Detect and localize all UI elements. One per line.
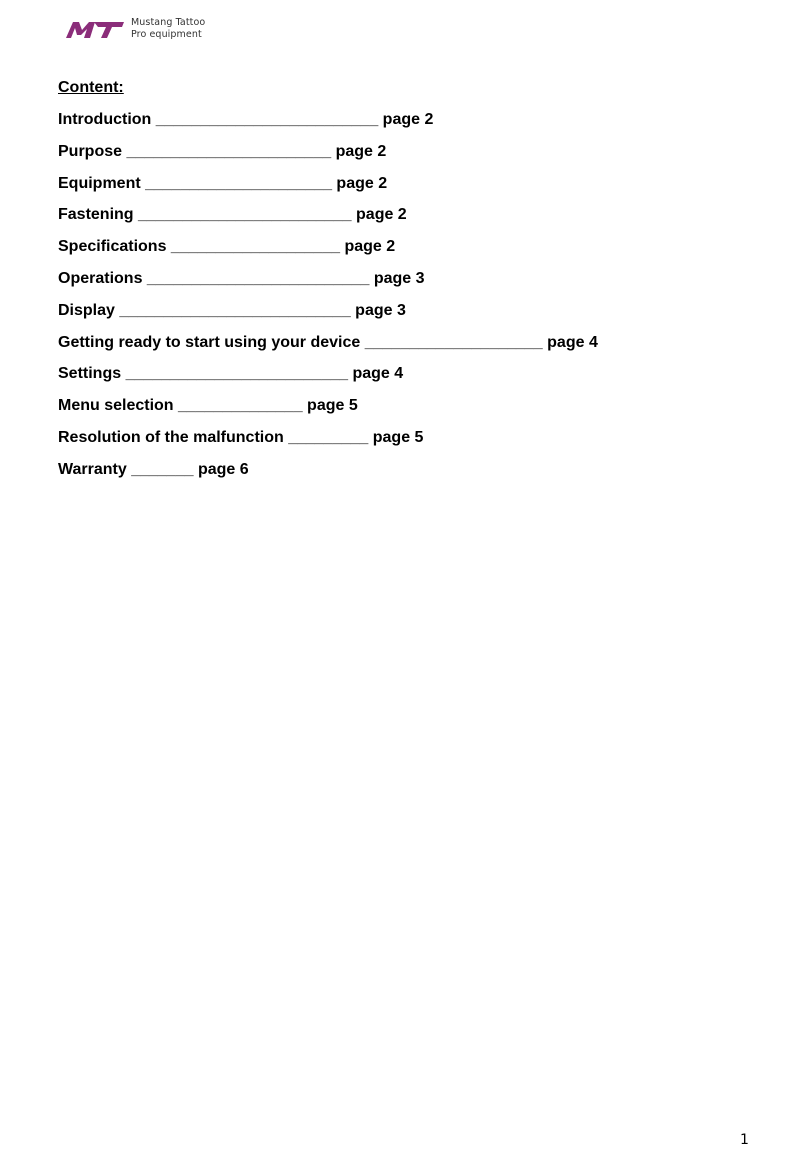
content-heading: Content:	[58, 79, 124, 96]
toc-entry-menu-selection: Menu selection ______________ page 5	[58, 397, 358, 415]
toc-entry-resolution: Resolution of the malfunction _________ page 5	[58, 428, 424, 446]
toc-entry-fastening: Fastening ________________________ page 2	[58, 206, 407, 224]
logo-line-2: Pro equipment	[131, 29, 202, 40]
toc-entry-display: Display __________________________ page 3	[58, 301, 406, 319]
brand-logo	[64, 16, 205, 42]
page-number: 1	[740, 1132, 749, 1148]
toc-entry-settings: Settings _________________________ page 4	[58, 365, 404, 383]
toc-entry-purpose: Purpose _______________________ page 2	[58, 142, 387, 160]
toc-entry-operations: Operations _________________________ page 3	[58, 269, 425, 287]
logo-text	[131, 17, 205, 41]
toc-entry-equipment: Equipment _____________________ page 2	[58, 174, 388, 192]
toc-entry-warranty: Warranty _______ page 6	[58, 460, 249, 478]
logo-line-1: Mustang Tattoo	[131, 17, 206, 28]
toc-entry-specifications: Specifications ___________________ page 2	[58, 238, 396, 256]
toc-entry-introduction: Introduction _________________________ page 2	[58, 111, 434, 128]
toc-entry-getting-ready: Getting ready to start using your device ____________________ page 4	[58, 333, 598, 351]
mt-logo-icon	[64, 18, 126, 40]
table-of-contents	[58, 111, 598, 493]
